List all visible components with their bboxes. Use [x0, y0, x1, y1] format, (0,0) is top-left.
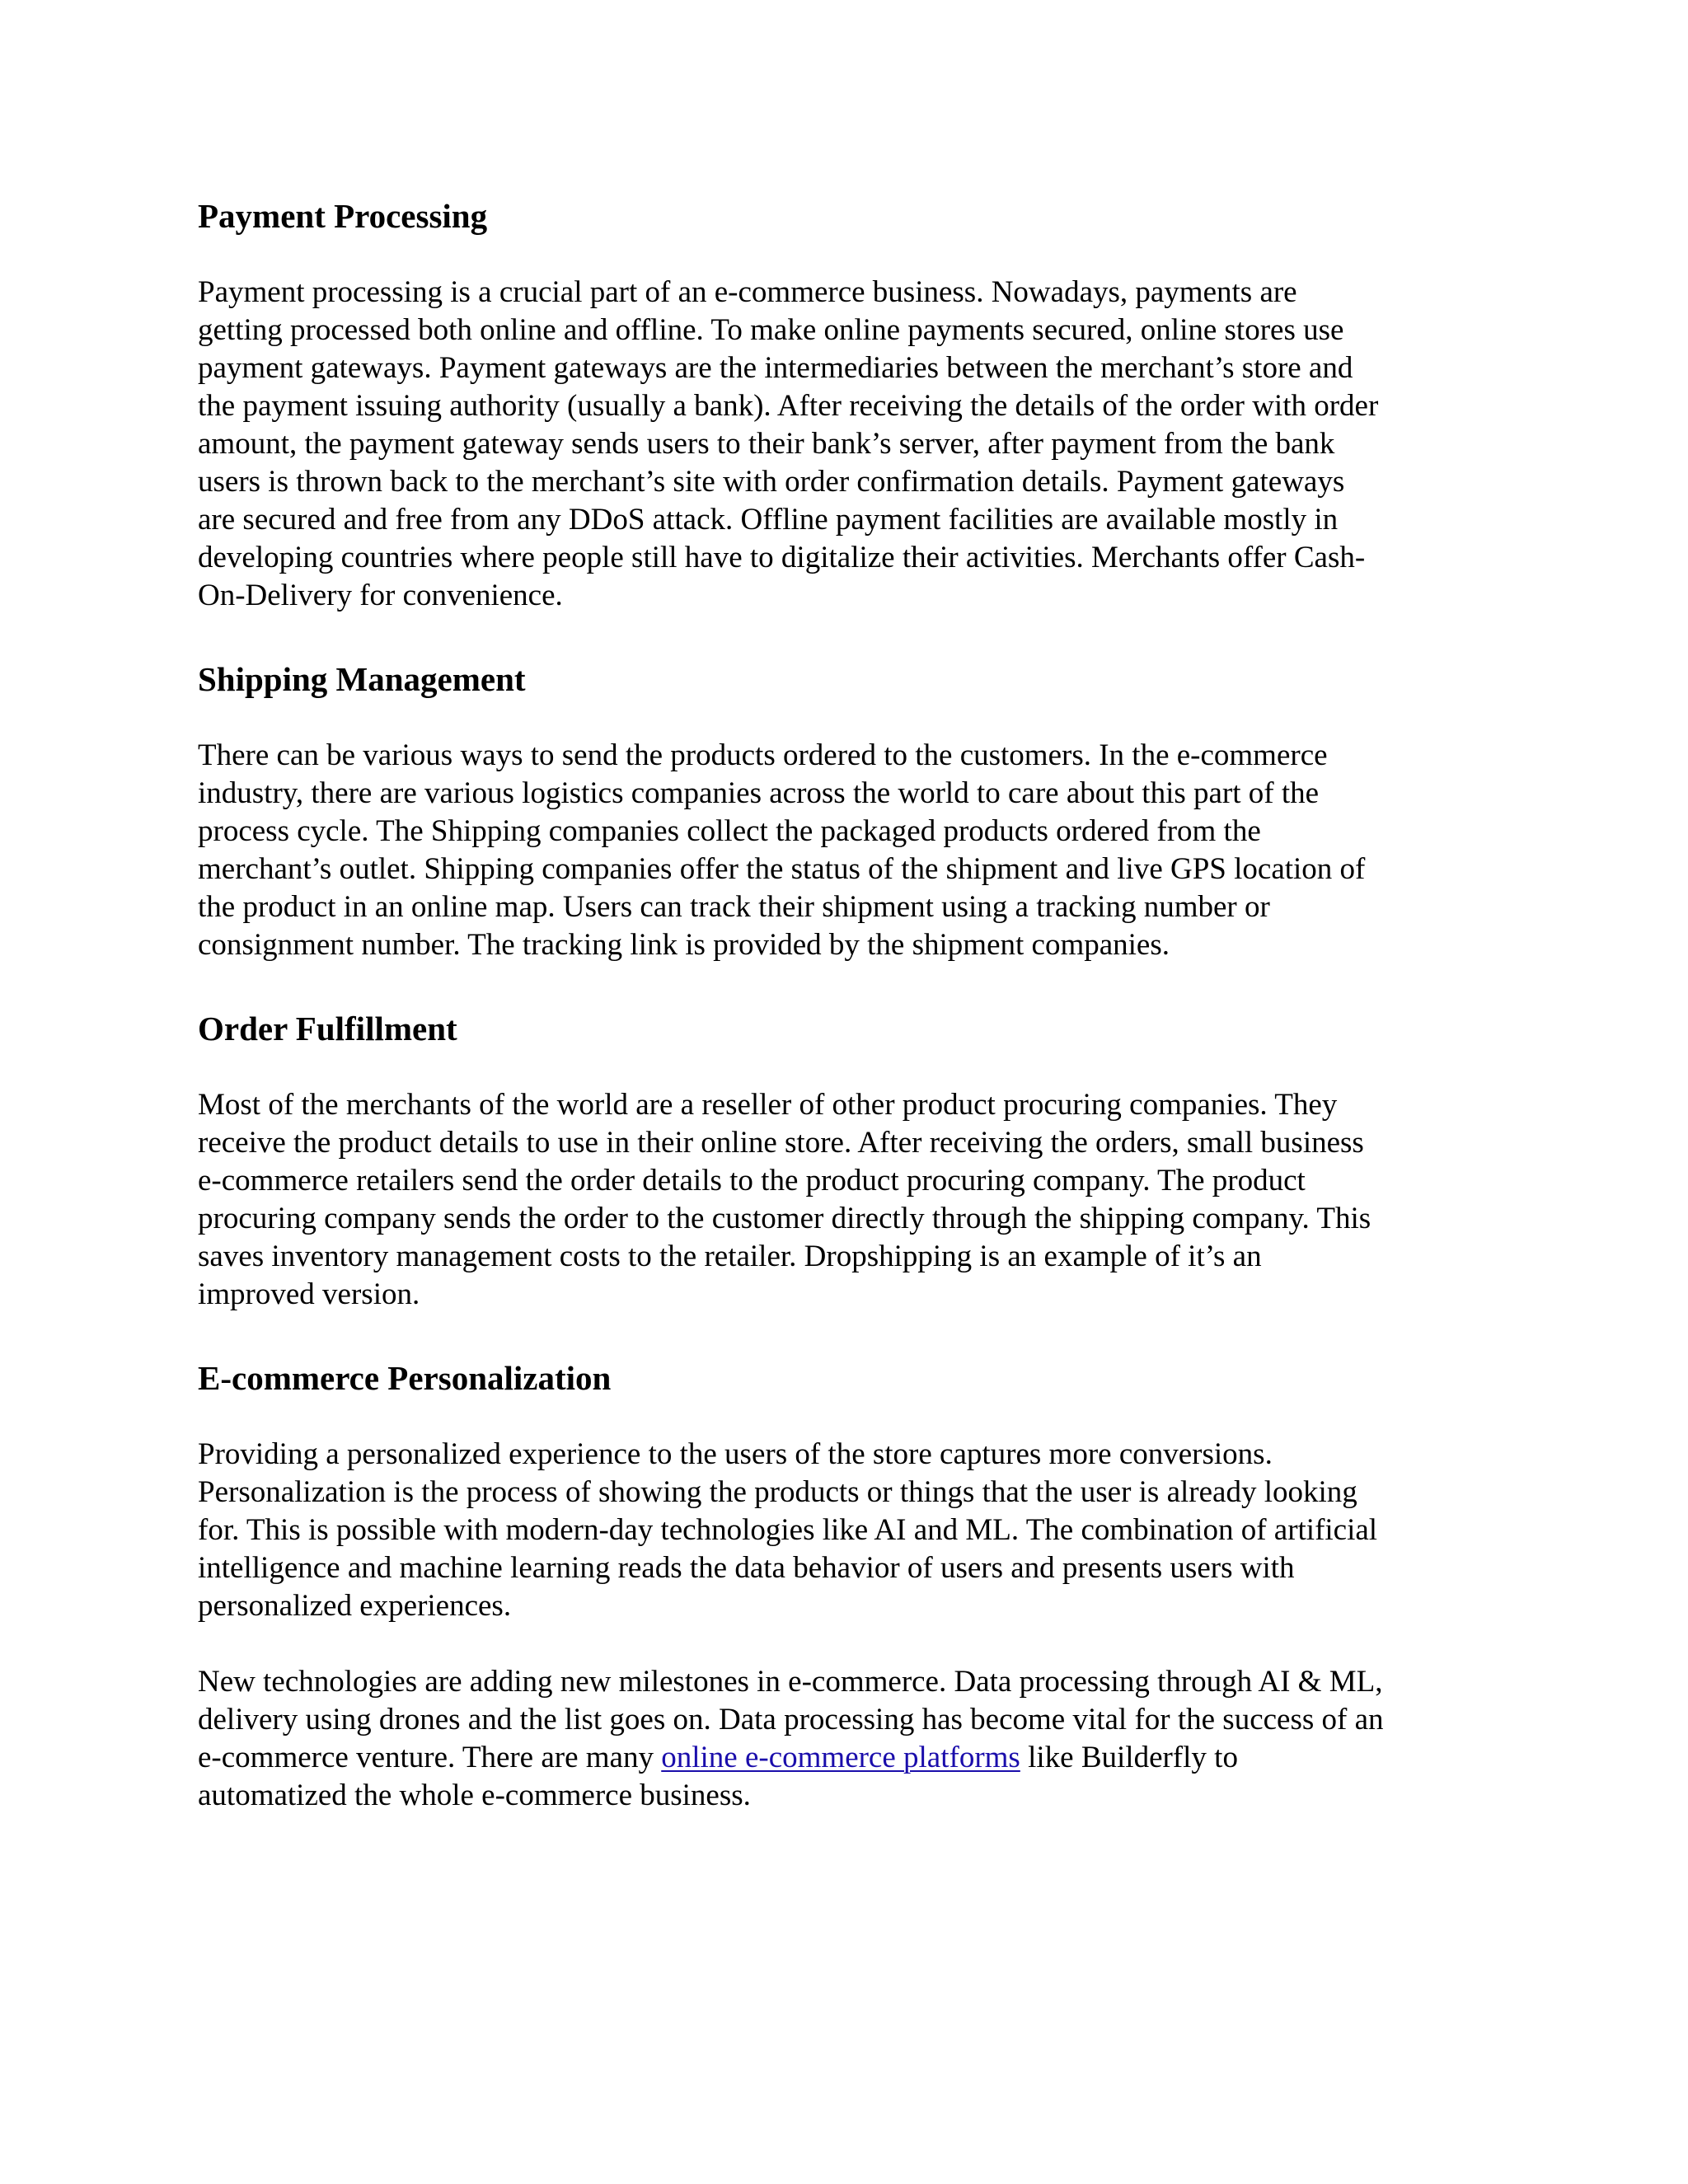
text-line: delivery using drones and the list goes on. Data processing has become vital for the success of an	[198, 1703, 1384, 1736]
text-line: automatized the whole e-commerce business.	[198, 1779, 751, 1812]
paragraph	[198, 274, 1500, 615]
text-line: e-commerce retailers send the order details to the product procuring company. The product	[198, 1164, 1306, 1197]
ecommerce-platforms-link[interactable]: online e-commerce platforms	[661, 1741, 1020, 1774]
document-page	[198, 194, 1500, 1815]
text-line: are secured and free from any DDoS attack. Offline payment facilities are available mostly in	[198, 503, 1339, 537]
text-line: personalized experiences.	[198, 1589, 512, 1623]
text-line: for. This is possible with modern-day technologies like AI and ML. The combination of artificial	[198, 1513, 1378, 1547]
section-shipping-management	[198, 658, 1500, 1007]
text-line: developing countries where people still have to digitalize their activities. Merchants offer Cash-	[198, 541, 1366, 574]
text-line: procuring company sends the order to the customer directly through the shipping company. This	[198, 1202, 1372, 1235]
text-line: users is thrown back to the merchant’s site with order confirmation details. Payment gateways	[198, 465, 1345, 499]
section-heading: Payment Processing	[198, 197, 488, 235]
text-fragment: like Builderfly to	[1020, 1741, 1238, 1774]
text-line: the payment issuing authority (usually a bank). After receiving the details of the order with order	[198, 389, 1379, 423]
text-line: intelligence and machine learning reads the data behavior of users and presents users with	[198, 1551, 1295, 1585]
text-fragment: e-commerce venture. There are many	[198, 1741, 662, 1774]
paragraph	[198, 1086, 1500, 1314]
text-line: process cycle. The Shipping companies collect the packaged products ordered from the	[198, 814, 1261, 848]
text-line: saves inventory management costs to the retailer. Dropshipping is an example of it’s an	[198, 1240, 1262, 1273]
paragraph	[198, 737, 1500, 964]
text-line: Personalization is the process of showing the products or things that the user is already looking	[198, 1475, 1357, 1509]
closing-paragraph	[198, 1663, 1500, 1815]
text-line: consignment number. The tracking link is provided by the shipment companies.	[198, 928, 1170, 962]
section-payment-processing	[198, 194, 1500, 658]
section-heading: E-commerce Personalization	[198, 1359, 612, 1397]
text-line: Most of the merchants of the world are a reseller of other product procuring companies. They	[198, 1088, 1338, 1122]
section-heading: Order Fulfillment	[198, 1010, 457, 1047]
section-ecommerce-personalization	[198, 1357, 1500, 1815]
text-line: the product in an online map. Users can track their shipment using a tracking number or	[198, 890, 1270, 924]
text-line: Payment processing is a crucial part of an e-commerce business. Nowadays, payments are	[198, 275, 1297, 309]
text-line: payment gateways. Payment gateways are the intermediaries between the merchant’s store and	[198, 351, 1353, 385]
text-line-with-link	[198, 1739, 1500, 1777]
text-line: improved version.	[198, 1277, 420, 1311]
text-line: Providing a personalized experience to the users of the store captures more conversions.	[198, 1437, 1273, 1471]
section-order-fulfillment	[198, 1007, 1500, 1357]
text-line: merchant’s outlet. Shipping companies offer the status of the shipment and live GPS location of	[198, 852, 1366, 886]
section-heading: Shipping Management	[198, 660, 526, 698]
text-line: industry, there are various logistics companies across the world to care about this part of the	[198, 776, 1320, 810]
text-line: On-Delivery for convenience.	[198, 579, 563, 612]
paragraph	[198, 1436, 1500, 1625]
text-line: New technologies are adding new milestones in e-commerce. Data processing through AI & ML,	[198, 1665, 1383, 1699]
text-line: amount, the payment gateway sends users to their bank’s server, after payment from the bank	[198, 427, 1335, 461]
text-line: receive the product details to use in their online store. After receiving the orders, small business	[198, 1126, 1364, 1160]
text-line: getting processed both online and offline. To make online payments secured, online stores use	[198, 313, 1344, 347]
text-line: There can be various ways to send the products ordered to the customers. In the e-commerce	[198, 738, 1328, 772]
